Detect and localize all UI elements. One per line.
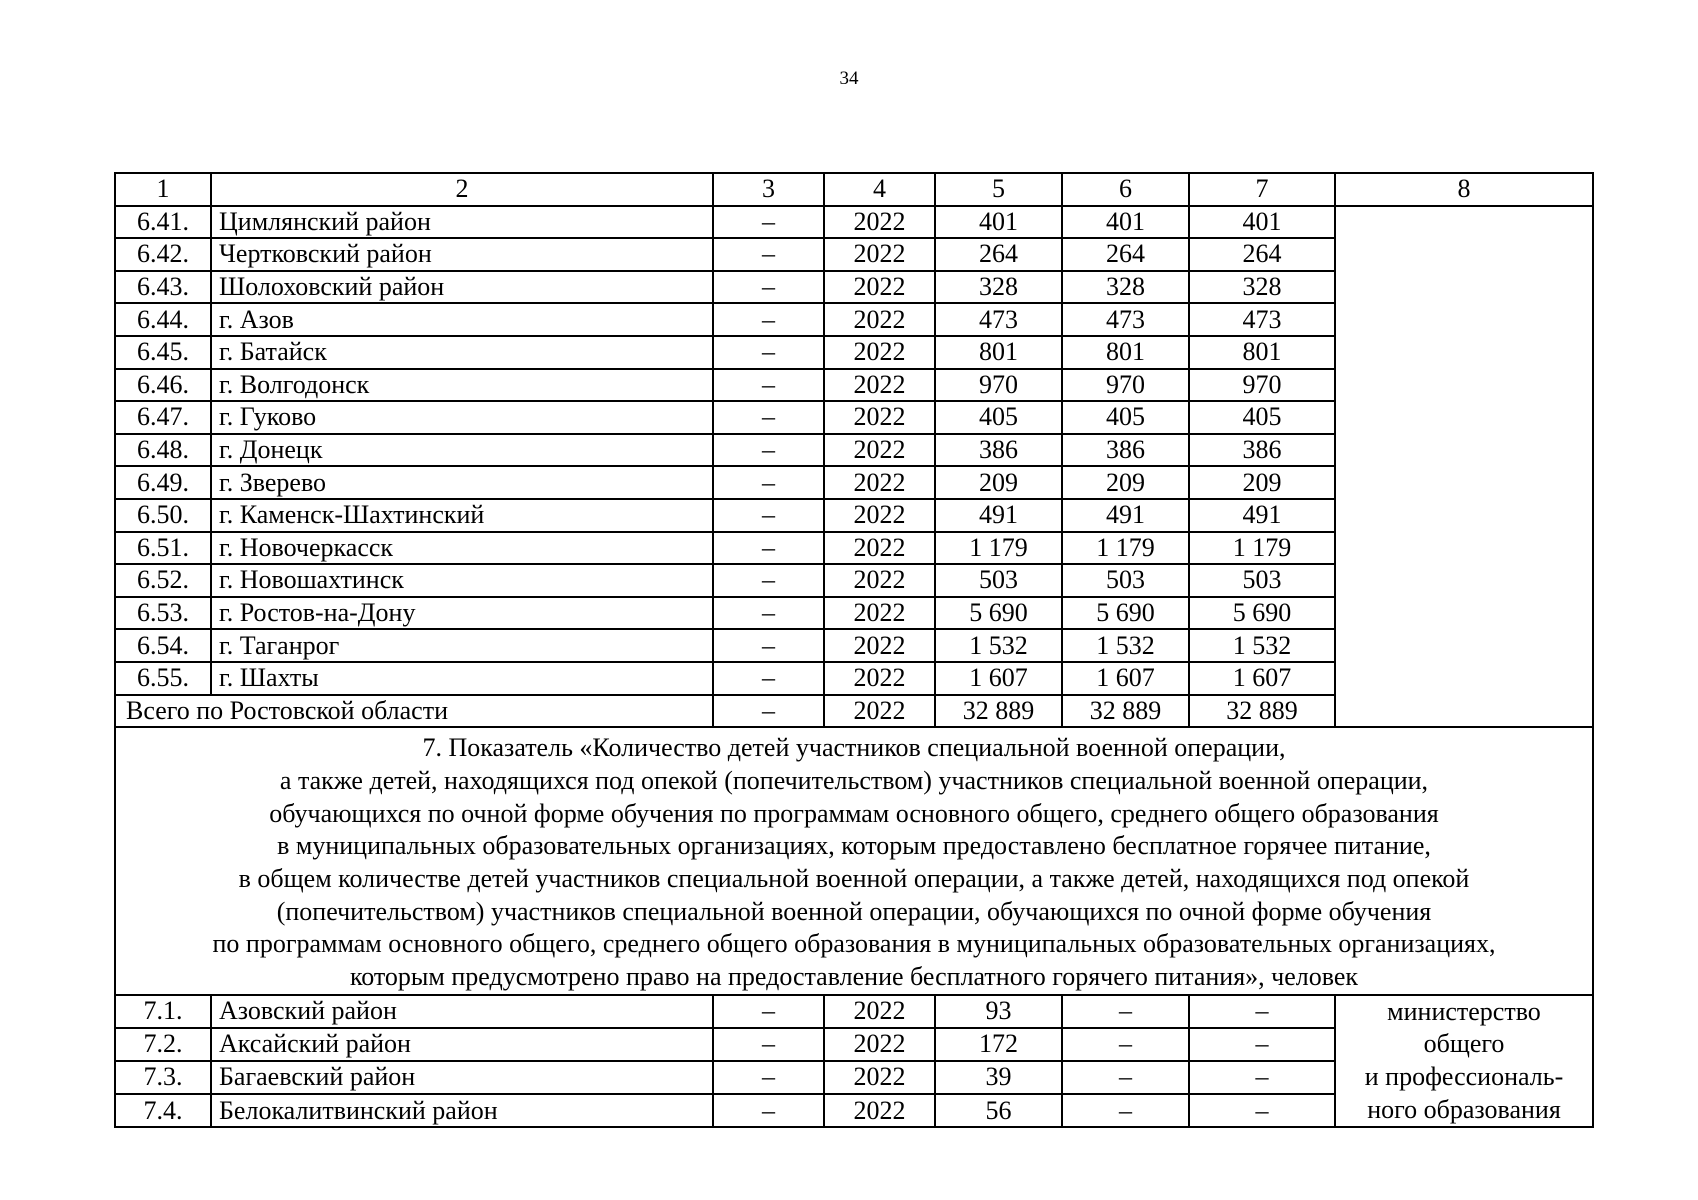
row-number-cell: 6.46.: [115, 369, 211, 402]
territory-name-cell: Аксайский район: [211, 1028, 713, 1061]
row-number-cell: 6.54.: [115, 629, 211, 662]
col5-value-cell: 1 179: [935, 532, 1062, 565]
col6-value-cell: 401: [1062, 206, 1189, 239]
responsible-text-line: общего: [1423, 1029, 1505, 1059]
col6-value-cell: 32 889: [1062, 695, 1189, 728]
indicator-heading-line: в общем количестве детей участников специальной военной операции, а также детей, находящихся под опекой: [238, 863, 1470, 893]
territory-name-cell: г. Донецк: [211, 434, 713, 467]
year-cell: 2022: [824, 995, 935, 1028]
year-cell: 2022: [824, 238, 935, 271]
territory-name-cell: Багаевский район: [211, 1061, 713, 1094]
col6-value-cell: 209: [1062, 466, 1189, 499]
col5-value-cell: 5 690: [935, 597, 1062, 630]
year-cell: 2022: [824, 434, 935, 467]
territory-name-cell: г. Зверево: [211, 466, 713, 499]
data-table: [114, 172, 1594, 1128]
col3-value-cell: –: [713, 466, 824, 499]
col6-value-cell: 1 607: [1062, 662, 1189, 695]
column-number-cell: 1: [115, 173, 211, 206]
col5-value-cell: 93: [935, 995, 1062, 1028]
row-number-cell: 6.44.: [115, 303, 211, 336]
col5-value-cell: 405: [935, 401, 1062, 434]
col5-value-cell: 401: [935, 206, 1062, 239]
col5-value-cell: 473: [935, 303, 1062, 336]
col5-value-cell: 970: [935, 369, 1062, 402]
col7-value-cell: 1 607: [1189, 662, 1335, 695]
indicator-heading-line: (попечительством) участников специальной военной операции, обучающихся по очной форме обучения: [276, 896, 1432, 926]
col7-value-cell: 401: [1189, 206, 1335, 239]
col7-value-cell: 801: [1189, 336, 1335, 369]
year-cell: 2022: [824, 1061, 935, 1094]
col6-value-cell: 1 179: [1062, 532, 1189, 565]
col5-value-cell: 172: [935, 1028, 1062, 1061]
col7-value-cell: 1 179: [1189, 532, 1335, 565]
col5-value-cell: 491: [935, 499, 1062, 532]
territory-name-cell: г. Новочеркасск: [211, 532, 713, 565]
col5-value-cell: 1 532: [935, 629, 1062, 662]
col6-value-cell: 328: [1062, 271, 1189, 304]
col7-value-cell: –: [1189, 995, 1335, 1028]
col7-value-cell: 5 690: [1189, 597, 1335, 630]
col3-value-cell: –: [713, 1094, 824, 1127]
col6-value-cell: 801: [1062, 336, 1189, 369]
col3-value-cell: –: [713, 206, 824, 239]
col3-value-cell: –: [713, 499, 824, 532]
col5-value-cell: 386: [935, 434, 1062, 467]
row-number-cell: 6.55.: [115, 662, 211, 695]
col3-value-cell: –: [713, 995, 824, 1028]
year-cell: 2022: [824, 303, 935, 336]
territory-name-cell: Белокалитвинский район: [211, 1094, 713, 1127]
col7-value-cell: 1 532: [1189, 629, 1335, 662]
col6-value-cell: 491: [1062, 499, 1189, 532]
responsible-cell: [1335, 206, 1593, 728]
year-cell: 2022: [824, 597, 935, 630]
col7-value-cell: –: [1189, 1094, 1335, 1127]
col7-value-cell: –: [1189, 1061, 1335, 1094]
col7-value-cell: 491: [1189, 499, 1335, 532]
row-number-cell: 6.47.: [115, 401, 211, 434]
indicator-heading-line: 7. Показатель «Количество детей участников специальной военной операции,: [422, 733, 1286, 763]
total-label-cell: Всего по Ростовской области: [115, 695, 713, 728]
col3-value-cell: –: [713, 1061, 824, 1094]
year-cell: 2022: [824, 1094, 935, 1127]
page-number: 34: [839, 68, 859, 89]
year-cell: 2022: [824, 336, 935, 369]
col6-value-cell: –: [1062, 1028, 1189, 1061]
row-number-cell: 6.50.: [115, 499, 211, 532]
row-number-cell: 7.4.: [115, 1094, 211, 1127]
indicator-heading-line: в муниципальных образовательных организациях, которым предоставлено бесплатное горячее питание,: [277, 831, 1431, 861]
col5-value-cell: 328: [935, 271, 1062, 304]
indicator-heading-line: по программам основного общего, среднего общего образования в муниципальных образовательных организациях,: [212, 929, 1496, 959]
responsible-text-line: министерство: [1387, 996, 1541, 1026]
column-number-cell: 7: [1189, 173, 1335, 206]
col6-value-cell: 970: [1062, 369, 1189, 402]
col5-value-cell: 503: [935, 564, 1062, 597]
column-number-cell: 8: [1335, 173, 1593, 206]
col3-value-cell: –: [713, 238, 824, 271]
year-cell: 2022: [824, 695, 935, 728]
col3-value-cell: –: [713, 695, 824, 728]
territory-name-cell: Шолоховский район: [211, 271, 713, 304]
col5-value-cell: 801: [935, 336, 1062, 369]
row-number-cell: 6.42.: [115, 238, 211, 271]
col7-value-cell: 264: [1189, 238, 1335, 271]
territory-name-cell: г. Новошахтинск: [211, 564, 713, 597]
col6-value-cell: 503: [1062, 564, 1189, 597]
responsible-text-line: и профессиональ-: [1364, 1061, 1564, 1091]
row-number-cell: 7.3.: [115, 1061, 211, 1094]
table-row: [115, 206, 1593, 239]
col3-value-cell: –: [713, 369, 824, 402]
col3-value-cell: –: [713, 532, 824, 565]
col3-value-cell: –: [713, 336, 824, 369]
col7-value-cell: 386: [1189, 434, 1335, 467]
territory-name-cell: г. Каменск-Шахтинский: [211, 499, 713, 532]
col3-value-cell: –: [713, 303, 824, 336]
territory-name-cell: Цимлянский район: [211, 206, 713, 239]
indicator-heading-cell: [115, 727, 1593, 995]
row-number-cell: 6.48.: [115, 434, 211, 467]
year-cell: 2022: [824, 466, 935, 499]
year-cell: 2022: [824, 564, 935, 597]
responsible-text-line: ного образования: [1367, 1094, 1561, 1124]
indicator-heading-line: а также детей, находящихся под опекой (попечительством) участников специальной военной операции,: [279, 765, 1429, 795]
year-cell: 2022: [824, 1028, 935, 1061]
col6-value-cell: 5 690: [1062, 597, 1189, 630]
column-number-cell: 3: [713, 173, 824, 206]
col7-value-cell: 32 889: [1189, 695, 1335, 728]
territory-name-cell: г. Азов: [211, 303, 713, 336]
year-cell: 2022: [824, 401, 935, 434]
col7-value-cell: 970: [1189, 369, 1335, 402]
responsible-cell: [1335, 995, 1593, 1127]
territory-name-cell: г. Гуково: [211, 401, 713, 434]
col6-value-cell: –: [1062, 995, 1189, 1028]
column-number-row: [115, 173, 1593, 206]
year-cell: 2022: [824, 206, 935, 239]
col3-value-cell: –: [713, 401, 824, 434]
col6-value-cell: 386: [1062, 434, 1189, 467]
territory-name-cell: г. Ростов-на-Дону: [211, 597, 713, 630]
column-number-cell: 4: [824, 173, 935, 206]
territory-name-cell: г. Шахты: [211, 662, 713, 695]
col6-value-cell: –: [1062, 1061, 1189, 1094]
territory-name-cell: Чертковский район: [211, 238, 713, 271]
col6-value-cell: –: [1062, 1094, 1189, 1127]
indicator-heading-line: обучающихся по очной форме обучения по программам основного общего, среднего общего образования: [269, 798, 1439, 828]
column-number-cell: 5: [935, 173, 1062, 206]
row-number-cell: 6.52.: [115, 564, 211, 597]
row-number-cell: 7.1.: [115, 995, 211, 1028]
col5-value-cell: 32 889: [935, 695, 1062, 728]
year-cell: 2022: [824, 662, 935, 695]
col7-value-cell: 328: [1189, 271, 1335, 304]
row-number-cell: 6.51.: [115, 532, 211, 565]
indicator-heading-row: [115, 727, 1593, 995]
territory-name-cell: Азовский район: [211, 995, 713, 1028]
col6-value-cell: 405: [1062, 401, 1189, 434]
year-cell: 2022: [824, 532, 935, 565]
col5-value-cell: 39: [935, 1061, 1062, 1094]
row-number-cell: 6.45.: [115, 336, 211, 369]
row-number-cell: 7.2.: [115, 1028, 211, 1061]
col3-value-cell: –: [713, 597, 824, 630]
col5-value-cell: 56: [935, 1094, 1062, 1127]
col7-value-cell: 473: [1189, 303, 1335, 336]
col6-value-cell: 473: [1062, 303, 1189, 336]
col3-value-cell: –: [713, 271, 824, 304]
col7-value-cell: –: [1189, 1028, 1335, 1061]
territory-name-cell: г. Батайск: [211, 336, 713, 369]
col3-value-cell: –: [713, 629, 824, 662]
col7-value-cell: 405: [1189, 401, 1335, 434]
col5-value-cell: 209: [935, 466, 1062, 499]
col5-value-cell: 1 607: [935, 662, 1062, 695]
table-body: [115, 173, 1593, 1127]
col3-value-cell: –: [713, 1028, 824, 1061]
col7-value-cell: 503: [1189, 564, 1335, 597]
row-number-cell: 6.53.: [115, 597, 211, 630]
col7-value-cell: 209: [1189, 466, 1335, 499]
year-cell: 2022: [824, 369, 935, 402]
column-number-cell: 6: [1062, 173, 1189, 206]
row-number-cell: 6.43.: [115, 271, 211, 304]
col5-value-cell: 264: [935, 238, 1062, 271]
col6-value-cell: 264: [1062, 238, 1189, 271]
row-number-cell: 6.49.: [115, 466, 211, 499]
year-cell: 2022: [824, 271, 935, 304]
year-cell: 2022: [824, 629, 935, 662]
column-number-cell: 2: [211, 173, 713, 206]
col3-value-cell: –: [713, 662, 824, 695]
col3-value-cell: –: [713, 564, 824, 597]
col6-value-cell: 1 532: [1062, 629, 1189, 662]
row-number-cell: 6.41.: [115, 206, 211, 239]
table-row: [115, 995, 1593, 1028]
indicator-heading-line: которым предусмотрено право на предоставление бесплатного горячего питания», человек: [349, 962, 1359, 992]
col3-value-cell: –: [713, 434, 824, 467]
year-cell: 2022: [824, 499, 935, 532]
territory-name-cell: г. Волгодонск: [211, 369, 713, 402]
territory-name-cell: г. Таганрог: [211, 629, 713, 662]
